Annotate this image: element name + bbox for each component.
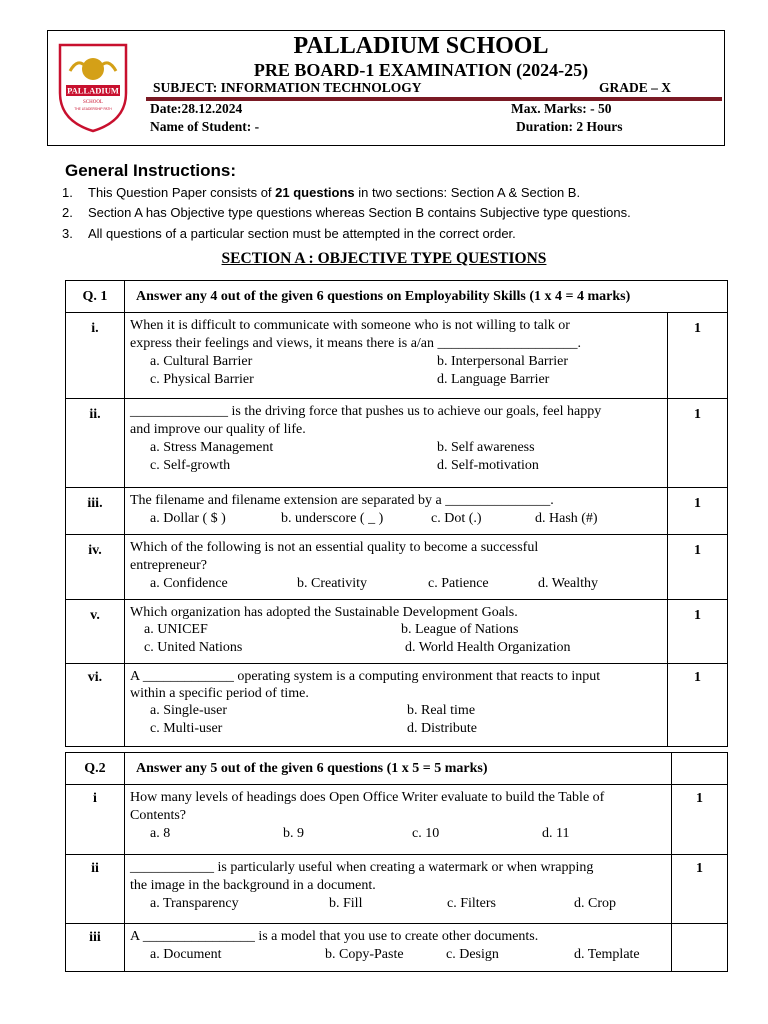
table-row (66, 664, 728, 747)
item-text: When it is difficult to communicate with someone who is not willing to talk or express their feelings and views, it means there is a/an ____________________. a. Cultural Barrier b. Interpersonal Barrier c. Physical Barrier d. Language Barrier (125, 313, 668, 399)
item-number: iv. (66, 535, 125, 600)
instruction-item: 1. This Question Paper consists of 21 questions in two sections: Section A & Section B. (62, 185, 581, 200)
item-number: i (66, 785, 125, 855)
item-text: Which of the following is not an essential quality to become a successful entrepreneur? a. Confidence b. Creativity c. Patience d. Wealthy (125, 535, 668, 600)
item-text: How many levels of headings does Open Office Writer evaluate to build the Table of Contents? a. 8 b. 9 c. 10 d. 11 (125, 785, 672, 855)
exam-date: Date:28.12.2024 (150, 101, 243, 116)
item-number: v. (66, 600, 125, 664)
exam-title: PRE BOARD-1 EXAMINATION (2024-25) (253, 60, 589, 80)
school-name: PALLADIUM SCHOOL (293, 33, 549, 59)
item-marks (672, 924, 728, 972)
item-number: ii. (66, 399, 125, 488)
table-row (66, 855, 728, 924)
svg-text:SCHOOL: SCHOOL (82, 100, 104, 105)
svg-text:THE LEADERSHIP PATH: THE LEADERSHIP PATH (74, 107, 112, 111)
item-text: The filename and filename extension are separated by a _______________. a. Dollar ( $ ) b. underscore ( _ ) c. Dot (.) d. Hash (#) (125, 488, 668, 535)
item-marks: 1 (668, 399, 728, 488)
item-marks: 1 (668, 600, 728, 664)
item-marks: 1 (668, 313, 728, 399)
table-row (66, 399, 728, 488)
item-text: ______________ is the driving force that pushes us to achieve our goals, feel happy and improve our quality of life. a. Stress Management b. Self awareness c. Self-growth d. Self-motivation (125, 399, 668, 488)
item-marks: 1 (668, 535, 728, 600)
item-marks: 1 (672, 855, 728, 924)
item-text: A _____________ operating system is a computing environment that reacts to input within a specific period of time. a. Single-user b. Real time c. Multi-user d. Distribute (125, 664, 668, 747)
exam-header (47, 30, 725, 146)
item-number: vi. (66, 664, 125, 747)
student-name: Name of Student: - (150, 119, 260, 134)
question-2-table (65, 752, 728, 972)
item-marks: 1 (672, 785, 728, 855)
table-row (66, 535, 728, 600)
item-marks: 1 (668, 664, 728, 747)
question-1-table (65, 280, 728, 747)
item-number: ii (66, 855, 125, 924)
duration: Duration: 2 Hours (516, 119, 623, 134)
subject-label: SUBJECT: INFORMATION TECHNOLOGY (153, 80, 422, 95)
item-marks: 1 (668, 488, 728, 535)
question-number: Q. 1 (66, 281, 125, 313)
item-number: i. (66, 313, 125, 399)
question-heading: Answer any 5 out of the given 6 questions (1 x 5 = 5 marks) (136, 760, 488, 776)
section-a-title: SECTION A : OBJECTIVE TYPE QUESTIONS (221, 250, 547, 267)
question-number: Q.2 (66, 753, 125, 785)
table-row (66, 924, 728, 972)
instruction-item: 2. Section A has Objective type questions whereas Section B contains Subjective type questions. (62, 205, 631, 220)
instructions-title: General Instructions: (65, 161, 236, 180)
item-text: A ________________ is a model that you use to create other documents. a. Document b. Copy-Paste c. Design d. Template (125, 924, 672, 972)
max-marks: Max. Marks: - 50 (511, 101, 612, 116)
instruction-item: 3. All questions of a particular section must be attempted in the correct order. (62, 226, 516, 241)
item-text: Which organization has adopted the Sustainable Development Goals. a. UNICEF b. League of Nations c. United Nations d. World Health Organization (125, 600, 668, 664)
table-row (66, 488, 728, 535)
table-row (66, 313, 728, 399)
table-row (66, 600, 728, 664)
table-row (66, 785, 728, 855)
item-text: ____________ is particularly useful when creating a watermark or when wrapping the image in the background in a document. a. Transparency b. Fill c. Filters d. Crop (125, 855, 672, 924)
question-heading: Answer any 4 out of the given 6 questions on Employability Skills (1 x 4 = 4 marks) (136, 288, 631, 304)
grade-label: GRADE – X (599, 80, 672, 95)
item-number: iii (66, 924, 125, 972)
item-number: iii. (66, 488, 125, 535)
svg-text:PALLADIUM: PALLADIUM (67, 85, 119, 96)
